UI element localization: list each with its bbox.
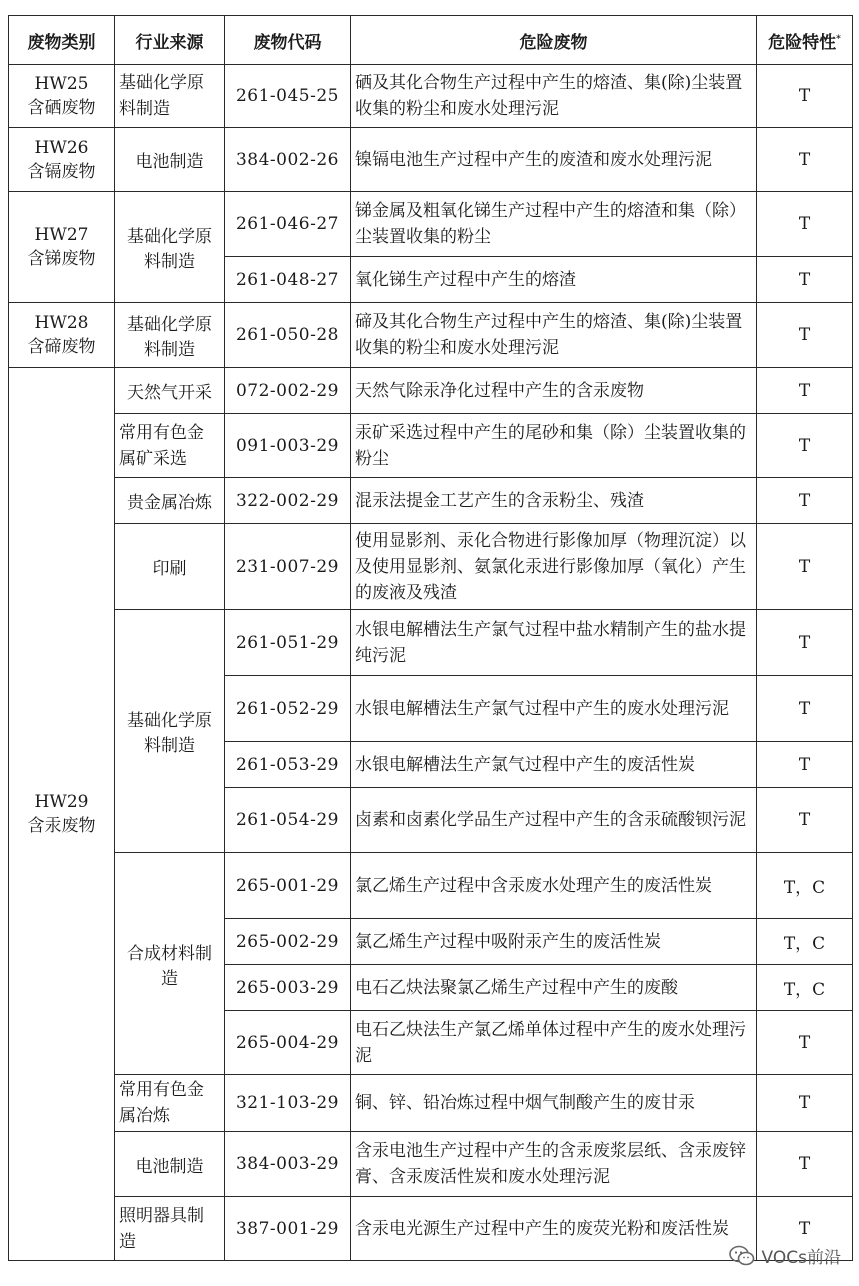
- industry-cell: 合成材料制造: [115, 853, 225, 1075]
- waste-description-cell: 锑金属及粗氧化锑生产过程中产生的熔渣和集（除）尘装置收集的粉尘: [351, 192, 757, 257]
- waste-code-cell: 322-002-29: [225, 478, 351, 524]
- category-label: 含汞废物: [27, 816, 96, 836]
- watermark: [728, 1243, 841, 1268]
- category-label: 含碲废物: [27, 337, 96, 357]
- table-row: [9, 414, 853, 478]
- waste-code-cell: 261-048-27: [225, 257, 351, 303]
- industry-cell: 照明器具制造: [115, 1197, 225, 1261]
- table-row: [9, 303, 853, 368]
- waste-description-cell: 汞矿采选过程中产生的尾砂和集（除）尘装置收集的粉尘: [351, 414, 757, 478]
- waste-code-cell: 261-051-29: [225, 610, 351, 676]
- category-label: 含硒废物: [27, 98, 96, 118]
- industry-cell: 基础化学原料制造: [115, 610, 225, 853]
- hazard-property-cell: T: [757, 1132, 853, 1197]
- industry-cell: 贵金属冶炼: [115, 478, 225, 524]
- category-code: HW25: [34, 74, 89, 94]
- waste-code-cell: 321-103-29: [225, 1075, 351, 1132]
- industry-cell: 常用有色金属冶炼: [115, 1075, 225, 1132]
- waste-code-cell: 387-001-29: [225, 1197, 351, 1261]
- waste-code-cell: 231-007-29: [225, 524, 351, 610]
- table-row: [9, 478, 853, 524]
- waste-description-cell: 硒及其化合物生产过程中产生的熔渣、集(除)尘装置收集的粉尘和废水处理污泥: [351, 65, 757, 128]
- waste-code-cell: 265-001-29: [225, 853, 351, 919]
- industry-cell: 电池制造: [115, 1132, 225, 1197]
- hazard-property-cell: T: [757, 368, 853, 414]
- waste-description-cell: 铜、锌、铅冶炼过程中烟气制酸产生的废甘汞: [351, 1075, 757, 1132]
- industry-cell: 印刷: [115, 524, 225, 610]
- hazard-property-cell: T: [757, 192, 853, 257]
- category-cell: [9, 192, 115, 303]
- waste-description-cell: 使用显影剂、汞化合物进行影像加厚（物理沉淀）以及使用显影剂、氨氯化汞进行影像加厚（氧化）产生的废液及残渣: [351, 524, 757, 610]
- table-row: [9, 853, 853, 919]
- table-row: [9, 192, 853, 257]
- waste-code-cell: 261-050-28: [225, 303, 351, 368]
- hazard-property-cell: T: [757, 257, 853, 303]
- category-label: 含镉废物: [27, 161, 96, 182]
- industry-cell: 常用有色金属矿采选: [115, 414, 225, 478]
- hazard-property-cell: T，C: [757, 965, 853, 1011]
- waste-code-cell: 384-003-29: [225, 1132, 351, 1197]
- header-category: 废物类别: [9, 16, 115, 65]
- hazard-property-cell: T: [757, 1197, 853, 1261]
- table-row: [9, 1197, 853, 1261]
- waste-code-cell: 384-002-26: [225, 128, 351, 192]
- waste-description-cell: 水银电解槽法生产氯气过程中产生的废水处理污泥: [351, 676, 757, 742]
- waste-description-cell: 混汞法提金工艺产生的含汞粉尘、残渣: [351, 478, 757, 524]
- industry-cell: 电池制造: [115, 128, 225, 192]
- table-row: [9, 1132, 853, 1197]
- waste-description-cell: 镍镉电池生产过程中产生的废渣和废水处理污泥: [351, 128, 757, 192]
- hazard-property-cell: T: [757, 524, 853, 610]
- waste-description-cell: 水银电解槽法生产氯气过程中产生的废活性炭: [351, 742, 757, 788]
- waste-description-cell: 氯乙烯生产过程中含汞废水处理产生的废活性炭: [351, 853, 757, 919]
- header-code: 废物代码: [225, 16, 351, 65]
- category-cell: [9, 303, 115, 368]
- waste-description-cell: 电石乙炔法聚氯乙烯生产过程中产生的废酸: [351, 965, 757, 1011]
- header-property-mark: *: [836, 33, 841, 44]
- waste-description-cell: 天然气除汞净化过程中产生的含汞废物: [351, 368, 757, 414]
- waste-code-cell: 265-003-29: [225, 965, 351, 1011]
- industry-cell: 基础化学原料制造: [115, 192, 225, 303]
- waste-description-cell: 含汞电光源生产过程中产生的废荧光粉和废活性炭: [351, 1197, 757, 1261]
- category-code: HW27: [34, 225, 89, 245]
- waste-description-cell: 碲及其化合物生产过程中产生的熔渣、集(除)尘装置收集的粉尘和废水处理污泥: [351, 303, 757, 368]
- hazardous-waste-table: [8, 15, 853, 1261]
- waste-description-cell: 水银电解槽法生产氯气过程中盐水精制产生的盐水提纯污泥: [351, 610, 757, 676]
- watermark-text: VOCs前沿: [761, 1248, 841, 1268]
- hazard-property-cell: T: [757, 742, 853, 788]
- hazard-property-cell: T: [757, 65, 853, 128]
- header-waste: 危险废物: [351, 16, 757, 65]
- hazard-property-cell: T: [757, 303, 853, 368]
- industry-cell: 天然气开采: [115, 368, 225, 414]
- table-row: [9, 128, 853, 192]
- hazard-property-cell: T: [757, 610, 853, 676]
- waste-description-cell: 含汞电池生产过程中产生的含汞废浆层纸、含汞废锌膏、含汞废活性炭和废水处理污泥: [351, 1132, 757, 1197]
- category-cell: [9, 128, 115, 192]
- category-cell: [9, 368, 115, 1261]
- header-property-label: 危险特性: [768, 32, 837, 53]
- waste-code-cell: 072-002-29: [225, 368, 351, 414]
- category-label: 含锑废物: [27, 249, 96, 269]
- hazard-property-cell: T: [757, 1011, 853, 1075]
- hazard-property-cell: T: [757, 128, 853, 192]
- waste-description-cell: 卤素和卤素化学品生产过程中产生的含汞硫酸钡污泥: [351, 788, 757, 853]
- category-code: HW29: [34, 792, 89, 812]
- waste-code-cell: 261-045-25: [225, 65, 351, 128]
- waste-code-cell: 265-002-29: [225, 919, 351, 965]
- hazard-property-cell: T，C: [757, 853, 853, 919]
- industry-cell: 基础化学原料制造: [115, 65, 225, 128]
- header-industry: 行业来源: [115, 16, 225, 65]
- hazard-property-cell: T: [757, 676, 853, 742]
- waste-code-cell: 261-052-29: [225, 676, 351, 742]
- header-property: [757, 16, 853, 65]
- table-row: [9, 524, 853, 610]
- industry-cell: 基础化学原料制造: [115, 303, 225, 368]
- table-row: [9, 65, 853, 128]
- hazard-property-cell: T，C: [757, 919, 853, 965]
- table-row: [9, 1075, 853, 1132]
- table-row: [9, 368, 853, 414]
- waste-code-cell: 261-053-29: [225, 742, 351, 788]
- hazard-property-cell: T: [757, 788, 853, 853]
- category-cell: [9, 65, 115, 128]
- hazard-property-cell: T: [757, 1075, 853, 1132]
- waste-code-cell: 261-054-29: [225, 788, 351, 853]
- wechat-icon: [728, 1245, 756, 1267]
- table-row: [9, 610, 853, 676]
- category-code: HW26: [34, 137, 89, 158]
- hazard-property-cell: T: [757, 478, 853, 524]
- header-row: [9, 16, 853, 65]
- waste-description-cell: 氧化锑生产过程中产生的熔渣: [351, 257, 757, 303]
- waste-code-cell: 265-004-29: [225, 1011, 351, 1075]
- waste-code-cell: 261-046-27: [225, 192, 351, 257]
- category-code: HW28: [34, 313, 89, 333]
- waste-description-cell: 电石乙炔法生产氯乙烯单体过程中产生的废水处理污泥: [351, 1011, 757, 1075]
- hazard-property-cell: T: [757, 414, 853, 478]
- waste-description-cell: 氯乙烯生产过程中吸附汞产生的废活性炭: [351, 919, 757, 965]
- waste-code-cell: 091-003-29: [225, 414, 351, 478]
